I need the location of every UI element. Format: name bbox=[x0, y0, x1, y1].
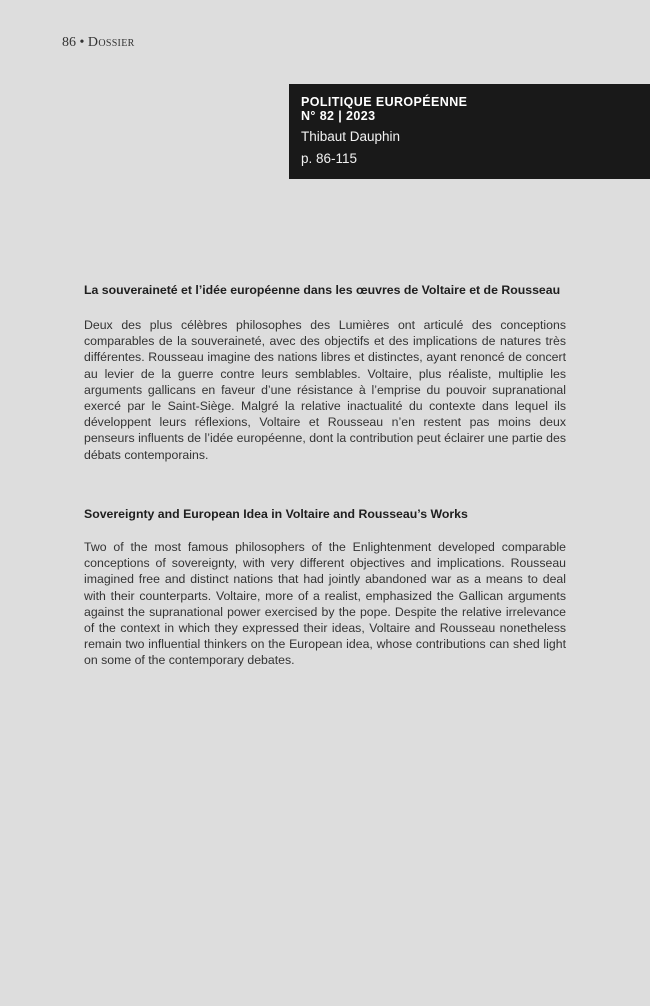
english-title: Sovereignty and European Idea in Voltaire and Rousseau’s Works bbox=[84, 507, 468, 521]
header-separator: • bbox=[79, 35, 85, 50]
french-abstract: Deux des plus célèbres philosophes des Lumières ont articulé des conceptions comparables de la souveraineté, avec des objectifs et des implications de natures très différentes. Rousseau imagine des nations libres et distinctes, ayant renoncé de concert au levier de la guerre contre leurs semblables. Voltaire, plus réaliste, multiplie les arguments gallicans en faveur d’une résistance à l’emprise du pouvoir supranational exercé par le Saint-Siège. Malgré la relative inactualité du contexte dans lequel ils développent leurs réflexions, Voltaire et Rousseau n’en restent pas moins deux penseurs influents de l’idée européenne, dont la contribution peut éclairer une partie des débats contemporains. bbox=[84, 318, 566, 462]
page-range: p. 86-115 bbox=[301, 151, 358, 166]
section-name: Dossier bbox=[87, 35, 135, 50]
journal-name: POLITIQUE EUROPÉENNE bbox=[301, 95, 468, 109]
journal-issue: N° 82 | 2023 bbox=[301, 109, 376, 123]
french-title: La souveraineté et l’idée européenne dans les œuvres de Voltaire et de Rousseau bbox=[84, 283, 561, 297]
article-info-box bbox=[289, 84, 650, 179]
english-abstract-section bbox=[84, 505, 566, 669]
running-header bbox=[62, 35, 135, 51]
french-abstract-section bbox=[84, 281, 566, 463]
page-number: 86 bbox=[62, 35, 76, 50]
english-abstract: Two of the most famous philosophers of the Enlightenment developed comparable conceptions of sovereignty, with very different objectives and implications. Rousseau imagined free and distinct nations that had jointly abandoned war as a means to deal with their counterparts. Voltaire, more of a realist, emphasized the Gallican arguments against the supranational power exercised by the pope. Despite the relative irrelevance of the context in which they expressed their ideas, Voltaire and Rousseau nonetheless remain two influential thinkers on the European idea, whose contributions can shed light on some of the contemporary debates. bbox=[84, 540, 566, 668]
author-name: Thibaut Dauphin bbox=[301, 129, 401, 144]
